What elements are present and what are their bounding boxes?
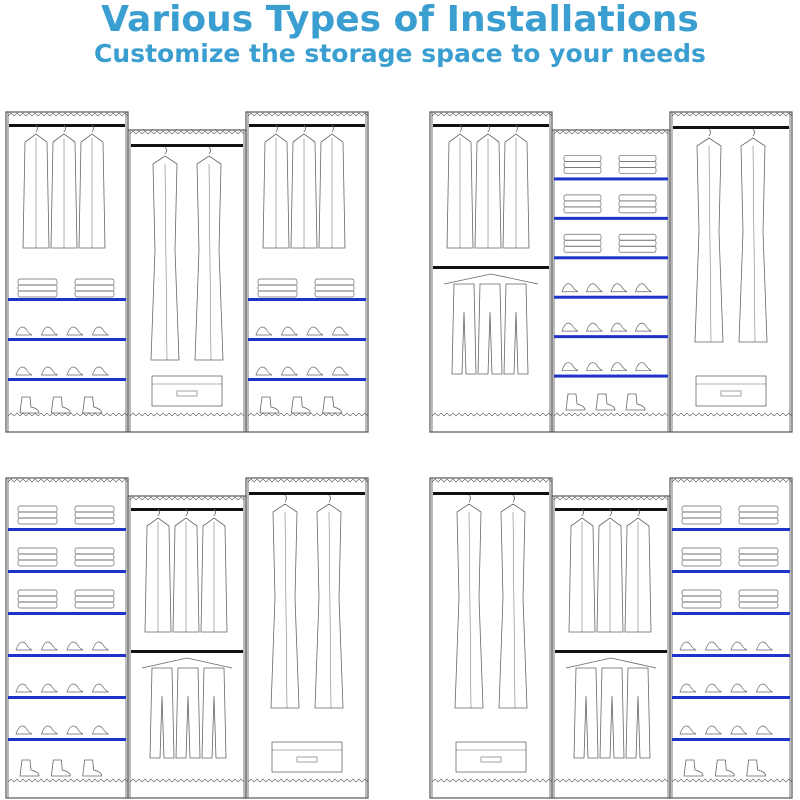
shoe	[587, 323, 603, 331]
wire-shelf	[672, 413, 792, 416]
storage-box-handle	[297, 757, 317, 762]
shoe	[636, 323, 652, 331]
wire-shelf	[432, 113, 552, 116]
wire-shelf	[248, 779, 368, 782]
wire-shelf	[8, 779, 128, 782]
shelf-board	[554, 375, 668, 378]
shelf-board	[554, 217, 668, 220]
folded-clothes	[682, 554, 721, 560]
shelf-board	[672, 612, 790, 615]
shelf-board	[554, 177, 668, 180]
folded-clothes	[18, 554, 57, 560]
shoe	[680, 642, 696, 650]
shoe	[636, 363, 652, 371]
folded-clothes	[739, 590, 778, 596]
shoe	[611, 363, 627, 371]
shoe	[93, 684, 109, 692]
folded-clothes	[619, 246, 656, 252]
hanger-hook	[165, 147, 167, 154]
shoe	[680, 726, 696, 734]
unit-frame	[128, 496, 246, 798]
wire-shelf	[432, 479, 552, 482]
shoe	[42, 684, 58, 692]
folded-clothes	[619, 207, 656, 213]
layout-3	[6, 478, 368, 798]
folded-clothes	[682, 560, 721, 566]
hanger	[142, 658, 232, 668]
folded-clothes	[564, 155, 601, 161]
hanging-trousers	[626, 668, 650, 758]
hanging-trousers	[202, 668, 226, 758]
wire-shelf	[554, 413, 668, 416]
shelf-board	[8, 528, 126, 531]
shoe	[42, 726, 58, 734]
folded-clothes	[315, 279, 354, 285]
wire-shelf	[432, 779, 552, 782]
boot	[626, 394, 645, 410]
shoe	[680, 684, 696, 692]
hanger-hook	[709, 129, 711, 136]
shoe	[636, 284, 652, 292]
shelf-board	[248, 378, 366, 381]
wire-shelf	[8, 413, 128, 416]
shoe	[16, 726, 32, 734]
shoe	[587, 284, 603, 292]
folded-clothes	[258, 285, 297, 291]
shelf-board	[8, 612, 126, 615]
folded-clothes	[682, 596, 721, 602]
wire-shelf	[432, 413, 552, 416]
shoe	[706, 684, 722, 692]
folded-clothes	[18, 602, 57, 608]
shoe	[282, 367, 298, 375]
folded-clothes	[564, 161, 601, 167]
shoe	[731, 726, 747, 734]
shoe	[757, 684, 773, 692]
folded-clothes	[258, 279, 297, 285]
folded-clothes	[739, 596, 778, 602]
shelf-board	[8, 696, 126, 699]
page-subtitle: Customize the storage space to your needs	[94, 39, 706, 68]
shoe	[16, 684, 32, 692]
hanging-trousers	[504, 284, 528, 374]
folded-clothes	[739, 512, 778, 518]
folded-clothes	[75, 548, 114, 554]
unit-frame	[552, 496, 670, 798]
folded-clothes	[619, 201, 656, 207]
folded-clothes	[739, 506, 778, 512]
hanging-trousers	[574, 668, 598, 758]
folded-clothes	[75, 560, 114, 566]
shelf-board	[8, 570, 126, 573]
folded-clothes	[75, 596, 114, 602]
wire-shelf	[554, 497, 668, 500]
wire-shelf	[554, 131, 668, 134]
folded-clothes	[258, 291, 297, 297]
shoe	[42, 642, 58, 650]
boot	[51, 760, 70, 776]
layout-4	[430, 478, 792, 798]
folded-clothes	[75, 602, 114, 608]
boot	[20, 397, 39, 413]
folded-clothes	[564, 246, 601, 252]
shoe	[16, 367, 32, 375]
boot	[83, 760, 102, 776]
folded-clothes	[18, 590, 57, 596]
shoe	[67, 726, 83, 734]
folded-clothes	[18, 548, 57, 554]
layout-1	[6, 112, 368, 432]
wire-shelf	[130, 779, 244, 782]
folded-clothes	[18, 596, 57, 602]
wire-shelf	[672, 479, 792, 482]
shoe	[16, 327, 32, 335]
folded-clothes	[564, 167, 601, 173]
boot	[83, 397, 102, 413]
shoe	[282, 327, 298, 335]
shoe	[611, 284, 627, 292]
shoe	[93, 642, 109, 650]
folded-clothes	[75, 291, 114, 297]
shelf-board	[8, 654, 126, 657]
shoe	[757, 642, 773, 650]
shoe	[562, 284, 578, 292]
hanging-rod	[131, 650, 243, 653]
hanger-hook	[285, 495, 287, 502]
garment-fold	[513, 512, 515, 708]
hanger-hook	[329, 495, 331, 502]
wire-shelf	[130, 131, 244, 134]
folded-clothes	[75, 512, 114, 518]
folded-clothes	[619, 155, 656, 161]
layout-2	[430, 112, 792, 432]
hanging-trousers	[452, 284, 476, 374]
shoe	[333, 327, 349, 335]
folded-clothes	[619, 240, 656, 246]
hanger	[566, 658, 656, 668]
boot	[747, 760, 766, 776]
hanging-trousers	[600, 668, 624, 758]
folded-clothes	[18, 279, 57, 285]
shoe	[93, 327, 109, 335]
folded-clothes	[682, 512, 721, 518]
folded-clothes	[18, 285, 57, 291]
folded-clothes	[75, 554, 114, 560]
hanging-rod	[131, 144, 243, 147]
shoe	[587, 363, 603, 371]
folded-clothes	[682, 518, 721, 524]
boot	[715, 760, 734, 776]
shelf-board	[8, 378, 126, 381]
shoe	[562, 323, 578, 331]
wire-shelf	[8, 479, 128, 482]
wire-shelf	[248, 113, 368, 116]
garment-fold	[469, 512, 471, 708]
hanging-rod	[433, 266, 549, 269]
hanger-hook	[513, 495, 515, 502]
hanger-hook	[469, 495, 471, 502]
shoe	[307, 367, 323, 375]
unit-frame	[128, 130, 246, 432]
folded-clothes	[682, 590, 721, 596]
folded-clothes	[315, 285, 354, 291]
shoe	[16, 642, 32, 650]
folded-clothes	[739, 560, 778, 566]
shelf-board	[672, 738, 790, 741]
shoe	[333, 367, 349, 375]
hanger-hook	[209, 147, 211, 154]
page-title: Various Types of Installations	[101, 0, 699, 40]
shelf-board	[672, 654, 790, 657]
wire-shelf	[554, 779, 668, 782]
shoe	[706, 726, 722, 734]
shoe	[731, 684, 747, 692]
garment-fold	[165, 164, 167, 360]
folded-clothes	[18, 512, 57, 518]
shoe	[256, 327, 272, 335]
boot	[323, 397, 342, 413]
unit-frame	[552, 130, 670, 432]
shoe	[562, 363, 578, 371]
shelf-board	[554, 296, 668, 299]
storage-box-handle	[177, 391, 197, 396]
boot	[566, 394, 585, 410]
folded-clothes	[75, 518, 114, 524]
folded-clothes	[315, 291, 354, 297]
shelf-board	[8, 298, 126, 301]
shoe	[42, 367, 58, 375]
shelf-board	[672, 528, 790, 531]
hanging-rod	[249, 492, 365, 495]
wire-shelf	[248, 479, 368, 482]
shelf-board	[672, 696, 790, 699]
shelf-board	[554, 335, 668, 338]
hanging-trousers	[176, 668, 200, 758]
shoe	[706, 642, 722, 650]
storage-box-handle	[721, 391, 741, 396]
folded-clothes	[682, 506, 721, 512]
folded-clothes	[739, 518, 778, 524]
hanging-rod	[433, 124, 549, 127]
folded-clothes	[739, 548, 778, 554]
folded-clothes	[682, 602, 721, 608]
folded-clothes	[18, 518, 57, 524]
wire-shelf	[8, 113, 128, 116]
shoe	[93, 726, 109, 734]
hanging-rod	[555, 650, 667, 653]
boot	[291, 397, 310, 413]
shelf-board	[554, 256, 668, 259]
hanging-rod	[249, 124, 365, 127]
garment-fold	[753, 146, 755, 342]
folded-clothes	[739, 554, 778, 560]
folded-clothes	[564, 195, 601, 201]
boot	[596, 394, 615, 410]
shoe	[256, 367, 272, 375]
folded-clothes	[739, 602, 778, 608]
hanging-trousers	[150, 668, 174, 758]
shoe	[307, 327, 323, 335]
shoe	[611, 323, 627, 331]
shoe	[731, 642, 747, 650]
folded-clothes	[619, 234, 656, 240]
wire-shelf	[672, 779, 792, 782]
folded-clothes	[18, 560, 57, 566]
folded-clothes	[619, 161, 656, 167]
shelf-board	[248, 338, 366, 341]
wire-shelf	[130, 497, 244, 500]
folded-clothes	[619, 195, 656, 201]
garment-fold	[209, 164, 211, 360]
unit-frame	[6, 478, 128, 798]
garment-fold	[285, 512, 287, 708]
hanger-hook	[753, 129, 755, 136]
boot	[51, 397, 70, 413]
folded-clothes	[564, 201, 601, 207]
hanger	[444, 274, 538, 284]
shelf-board	[8, 738, 126, 741]
wire-shelf	[248, 413, 368, 416]
hanging-trousers	[478, 284, 502, 374]
garment-fold	[709, 146, 711, 342]
folded-clothes	[75, 279, 114, 285]
unit-frame	[670, 478, 792, 798]
wire-shelf	[672, 113, 792, 116]
boot	[260, 397, 279, 413]
shelf-board	[8, 338, 126, 341]
folded-clothes	[18, 291, 57, 297]
storage-box-handle	[481, 757, 501, 762]
shoe	[67, 642, 83, 650]
folded-clothes	[564, 234, 601, 240]
folded-clothes	[619, 167, 656, 173]
shelf-board	[672, 570, 790, 573]
shelf-board	[248, 298, 366, 301]
shoe	[67, 367, 83, 375]
wire-shelf	[130, 413, 244, 416]
hanging-rod	[673, 126, 789, 129]
folded-clothes	[75, 285, 114, 291]
boot	[684, 760, 703, 776]
hanging-rod	[9, 124, 125, 127]
folded-clothes	[564, 240, 601, 246]
hanging-rod	[433, 492, 549, 495]
shoe	[93, 367, 109, 375]
folded-clothes	[682, 548, 721, 554]
shoe	[42, 327, 58, 335]
folded-clothes	[18, 506, 57, 512]
boot	[20, 760, 39, 776]
shoe	[757, 726, 773, 734]
folded-clothes	[75, 590, 114, 596]
folded-clothes	[75, 506, 114, 512]
shoe	[67, 327, 83, 335]
shoe	[67, 684, 83, 692]
garment-fold	[329, 512, 331, 708]
folded-clothes	[564, 207, 601, 213]
